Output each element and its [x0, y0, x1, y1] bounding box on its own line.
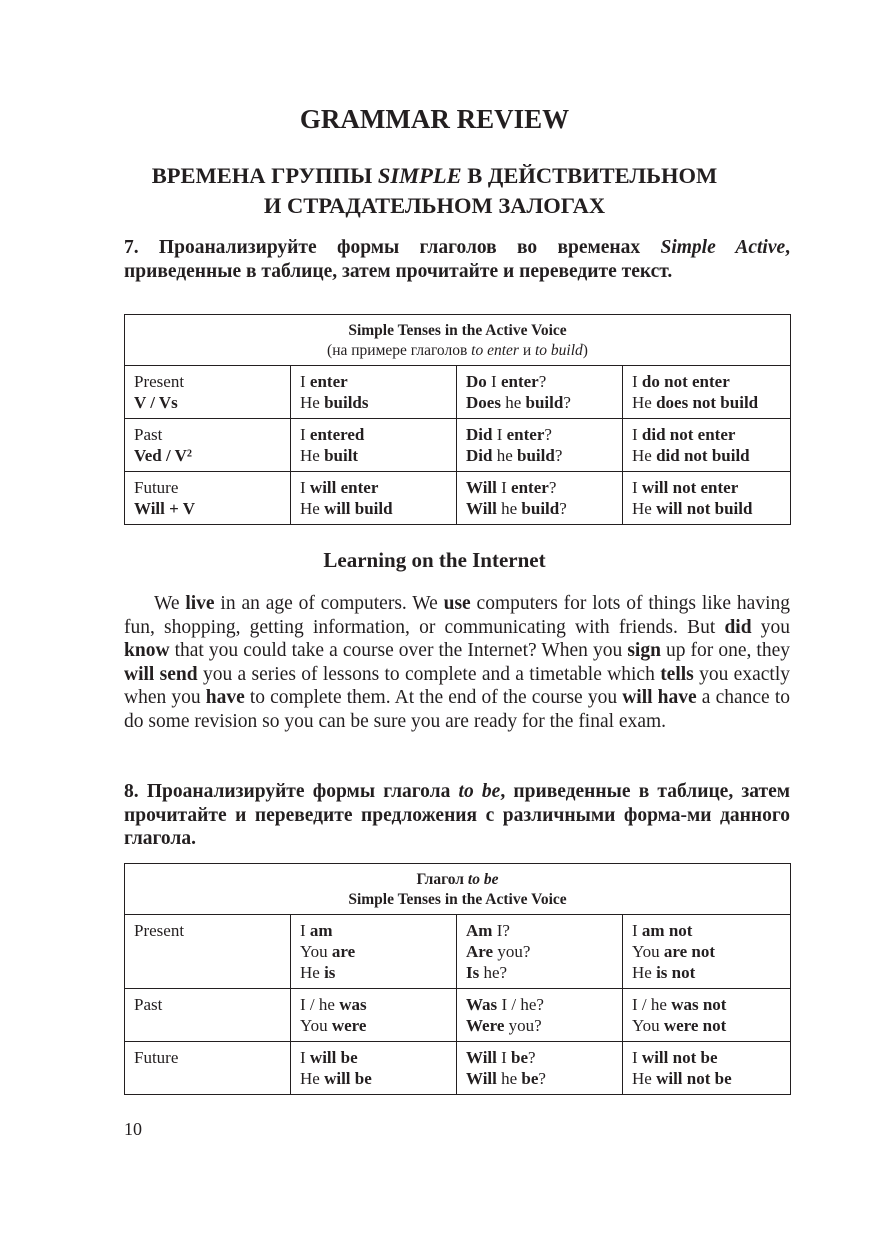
text-run: Present — [134, 921, 185, 940]
text-run: He — [300, 1069, 325, 1088]
text-run: Will — [466, 499, 497, 518]
cell-line — [632, 941, 781, 962]
text-run: I / he — [300, 995, 340, 1014]
text-run: is not — [656, 963, 696, 982]
cell-line — [300, 920, 447, 941]
text-run: ВРЕМЕНА ГРУППЫ — [151, 163, 378, 188]
text-run: I / he — [632, 995, 672, 1014]
text-run: I — [632, 478, 642, 497]
form-cell — [291, 915, 457, 989]
table-header-row — [125, 315, 791, 366]
text-run: ? — [538, 1069, 546, 1088]
text-run: You — [632, 942, 664, 961]
cell-line — [466, 424, 613, 445]
reading-text — [124, 592, 790, 734]
table-caption — [125, 864, 791, 915]
text-run: do not enter — [641, 372, 730, 391]
cell-line — [632, 498, 781, 519]
text-run: to enter — [471, 341, 519, 359]
cell-line — [300, 1068, 447, 1089]
form-cell — [291, 472, 457, 525]
tense-cell — [125, 915, 291, 989]
cell-line — [632, 392, 781, 413]
table-row — [125, 366, 791, 419]
cell-line — [300, 392, 447, 413]
text-run: did not build — [656, 446, 750, 465]
text-run: will be — [309, 1048, 358, 1067]
text-run: will have — [622, 687, 697, 709]
text-run: I — [300, 1048, 310, 1067]
text-run: is — [324, 963, 336, 982]
text-run: You — [632, 1016, 664, 1035]
text-run: he — [496, 499, 522, 518]
text-run: entered — [309, 425, 365, 444]
section-subtitle — [0, 161, 869, 221]
cell-line — [134, 1047, 281, 1068]
cell-line — [632, 477, 781, 498]
cell-line — [632, 1047, 781, 1068]
text-run: are — [331, 942, 356, 961]
text-run: I — [632, 1048, 642, 1067]
text-run: Are — [466, 942, 494, 961]
cell-line — [466, 477, 613, 498]
cell-line — [134, 498, 281, 519]
text-run: you exactly when you — [124, 663, 790, 709]
subtitle-line — [0, 191, 869, 221]
form-cell — [457, 419, 623, 472]
text-run: Simple Active — [660, 237, 786, 258]
text-run: enter — [506, 425, 545, 444]
cell-line — [134, 392, 281, 413]
cell-line — [466, 1047, 613, 1068]
cell-line — [134, 994, 281, 1015]
table-row — [125, 1042, 791, 1095]
text-run: Does — [466, 393, 501, 412]
cell-line — [466, 1015, 613, 1036]
table-row — [125, 472, 791, 525]
text-run: ? — [554, 446, 563, 465]
text-run: И СТРАДАТЕЛЬНОМ ЗАЛОГАХ — [263, 193, 606, 218]
cell-line — [300, 941, 447, 962]
form-cell — [291, 419, 457, 472]
form-cell — [623, 472, 791, 525]
form-cell — [291, 989, 457, 1042]
caption-line — [134, 890, 781, 910]
text-run: I / he? — [497, 995, 544, 1014]
text-run: Simple Tenses in the Active Voice — [348, 322, 567, 339]
text-run: to build — [534, 341, 583, 359]
cell-line — [632, 371, 781, 392]
table-caption — [125, 315, 791, 366]
text-run: I — [300, 478, 310, 497]
text-run: V / Vs — [134, 393, 178, 412]
cell-line — [632, 1068, 781, 1089]
subtitle-line — [0, 161, 869, 191]
tense-cell — [125, 472, 291, 525]
text-run: I — [632, 425, 642, 444]
tense-cell — [125, 419, 291, 472]
text-run: , приведенные в таблице, затем прочитайте и переведите текст. — [124, 237, 790, 282]
form-cell — [457, 1042, 623, 1095]
text-run: did not enter — [641, 425, 736, 444]
text-run: am not — [641, 921, 693, 940]
cell-line — [632, 994, 781, 1015]
cell-line — [466, 920, 613, 941]
cell-line — [134, 477, 281, 498]
text-run: will build — [324, 499, 393, 518]
text-run: He — [300, 499, 325, 518]
tense-cell — [125, 366, 291, 419]
text-run: build — [517, 446, 555, 465]
table-row — [125, 915, 791, 989]
form-cell — [291, 1042, 457, 1095]
text-run: am — [309, 921, 333, 940]
form-cell — [457, 915, 623, 989]
text-run: to be — [458, 781, 501, 802]
text-run: Will — [466, 478, 497, 497]
cell-line — [134, 920, 281, 941]
form-cell — [623, 419, 791, 472]
text-run: were — [331, 1016, 367, 1035]
text-run: ? — [563, 393, 571, 412]
page-number: 10 — [124, 1119, 142, 1139]
text-run: sign — [627, 640, 661, 662]
text-run: He — [632, 446, 657, 465]
cell-line — [300, 994, 447, 1015]
cell-line — [466, 445, 613, 466]
cell-line — [300, 1047, 447, 1068]
table-row — [125, 419, 791, 472]
text-run: he — [492, 446, 518, 465]
cell-line — [466, 1068, 613, 1089]
text-run: You — [300, 942, 332, 961]
text-run: will not be — [641, 1048, 718, 1067]
form-cell — [457, 472, 623, 525]
text-heading: Learning on the Internet — [323, 548, 546, 572]
text-run: I — [496, 1048, 512, 1067]
form-cell — [623, 1042, 791, 1095]
form-cell — [291, 366, 457, 419]
text-run: He — [632, 499, 657, 518]
tense-cell — [125, 989, 291, 1042]
text-run: you? — [504, 1016, 542, 1035]
form-cell — [457, 366, 623, 419]
table-row — [125, 989, 791, 1042]
text-run: ) — [582, 341, 588, 359]
text-run: you? — [493, 942, 531, 961]
cell-line — [300, 445, 447, 466]
text-run: He — [300, 446, 325, 465]
text-run: builds — [324, 393, 369, 412]
task-7-instruction — [124, 236, 790, 283]
text-run: I — [632, 921, 642, 940]
cell-line — [466, 994, 613, 1015]
cell-line — [300, 498, 447, 519]
text-run: build — [521, 499, 560, 518]
text-run: know — [124, 640, 170, 662]
text-run: ? — [538, 372, 547, 391]
text-run: He — [300, 963, 325, 982]
text-run: 8. Проанализируйте формы глагола — [124, 781, 459, 802]
text-run: I — [300, 921, 310, 940]
cell-line — [466, 371, 613, 392]
table-header-row — [125, 864, 791, 915]
text-run: Past — [134, 995, 163, 1014]
text-run: , приведенные в таблице, затем прочитайте и переведите предложения с различными форма-ми данного глагола. — [124, 781, 791, 849]
cell-line — [632, 445, 781, 466]
cell-line — [632, 1015, 781, 1036]
text-run: Will — [466, 1069, 497, 1088]
text-run: live — [185, 593, 215, 614]
text-run: I — [486, 372, 501, 391]
cell-line — [466, 962, 613, 983]
text-run: He — [632, 963, 657, 982]
text-run: will not enter — [641, 478, 739, 497]
text-run: will not build — [656, 499, 753, 518]
text-run: will be — [324, 1069, 372, 1088]
text-run: use — [443, 593, 471, 614]
text-run: We — [154, 593, 186, 614]
text-run: was not — [671, 995, 727, 1014]
text-run: tells — [660, 663, 694, 685]
page-title: GRAMMAR REVIEW — [299, 104, 570, 134]
caption-line — [134, 870, 781, 890]
text-run: I — [632, 372, 642, 391]
cell-line — [134, 424, 281, 445]
text-run: does not build — [656, 393, 759, 412]
cell-line — [134, 371, 281, 392]
text-run: enter — [500, 372, 539, 391]
text-run: Present — [134, 372, 185, 391]
text-run: he — [500, 393, 526, 412]
text-run: и — [518, 341, 535, 359]
cell-line — [632, 424, 781, 445]
text-run: SIMPLE — [377, 163, 462, 188]
text-run: build — [525, 393, 564, 412]
text-run: I — [300, 425, 310, 444]
cell-line — [300, 962, 447, 983]
text-run: will send — [124, 663, 198, 685]
cell-line — [300, 1015, 447, 1036]
text-run: Am — [466, 921, 493, 940]
text-run: be — [521, 1069, 539, 1088]
cell-line — [632, 962, 781, 983]
text-run: will enter — [309, 478, 379, 497]
caption-line — [134, 341, 781, 361]
form-cell — [457, 989, 623, 1042]
to-be-table — [124, 863, 791, 1095]
form-cell — [623, 915, 791, 989]
text-run: built — [324, 446, 359, 465]
text-run: Was — [466, 995, 498, 1014]
text-run: you a series of lessons to complete and a timetable which — [197, 663, 661, 685]
simple-active-table — [124, 314, 791, 525]
text-run: Глагол — [416, 871, 468, 888]
tense-cell — [125, 1042, 291, 1095]
cell-line — [466, 392, 613, 413]
text-run: You — [300, 1016, 332, 1035]
text-run: up for one, they — [660, 640, 791, 662]
text-run: Did — [466, 425, 493, 444]
text-run: a chance to do some revision so you can be sure you are ready for the final exam. — [124, 687, 790, 732]
text-run: he? — [479, 963, 508, 982]
text-run: enter — [511, 478, 549, 497]
text-run: Future — [134, 478, 179, 497]
cell-line — [466, 941, 613, 962]
cell-line — [300, 371, 447, 392]
text-run: be — [511, 1048, 529, 1067]
cell-line — [300, 477, 447, 498]
text-run: was — [339, 995, 367, 1014]
text-run: are not — [663, 942, 715, 961]
cell-line — [632, 920, 781, 941]
text-run: I — [496, 478, 512, 497]
text-run: Will — [466, 1048, 497, 1067]
cell-line — [466, 498, 613, 519]
cell-line — [300, 424, 447, 445]
text-run: Will + V — [134, 499, 196, 518]
text-run: He — [300, 393, 325, 412]
cell-line — [134, 445, 281, 466]
text-run: Ved / V² — [134, 446, 193, 465]
text-run: 7. Проанализируйте формы глаголов во временах — [124, 237, 661, 258]
text-run: (на примере глаголов — [327, 341, 472, 359]
text-run: ? — [528, 1048, 536, 1067]
text-run: ? — [559, 499, 567, 518]
text-run: Past — [134, 425, 163, 444]
text-run: I? — [492, 921, 510, 940]
form-cell — [623, 366, 791, 419]
text-run: He — [632, 393, 657, 412]
text-run: will not be — [656, 1069, 732, 1088]
text-run: ? — [548, 478, 557, 497]
text-run: have — [205, 687, 245, 709]
text-run: I — [492, 425, 507, 444]
text-run: computers for lots of things like having fun, shopping, getting information, or communicating with friends. But — [124, 593, 790, 638]
text-run: Did — [466, 446, 493, 465]
text-run: enter — [309, 372, 348, 391]
text-run: Do — [466, 372, 487, 391]
text-run: that you could take a course over the Internet? When you — [169, 640, 628, 662]
text-run: I — [300, 372, 310, 391]
text-run: В ДЕЙСТВИТЕЛЬНОМ — [461, 163, 718, 188]
text-run: he — [496, 1069, 522, 1088]
text-run: Future — [134, 1048, 179, 1067]
text-run: to complete them. At the end of the course you — [244, 687, 623, 709]
text-run: to be — [467, 871, 499, 888]
form-cell — [623, 989, 791, 1042]
text-run: Were — [466, 1016, 505, 1035]
text-run: you — [751, 616, 790, 638]
text-run: He — [632, 1069, 657, 1088]
text-run: Is — [466, 963, 480, 982]
text-run: Simple Tenses in the Active Voice — [348, 890, 567, 908]
task-8-instruction — [124, 780, 790, 851]
text-run: in an age of computers. We — [214, 593, 444, 614]
caption-line — [134, 321, 781, 341]
text-run: did — [724, 616, 752, 638]
text-run: were not — [663, 1016, 727, 1035]
text-run: ? — [544, 425, 552, 444]
